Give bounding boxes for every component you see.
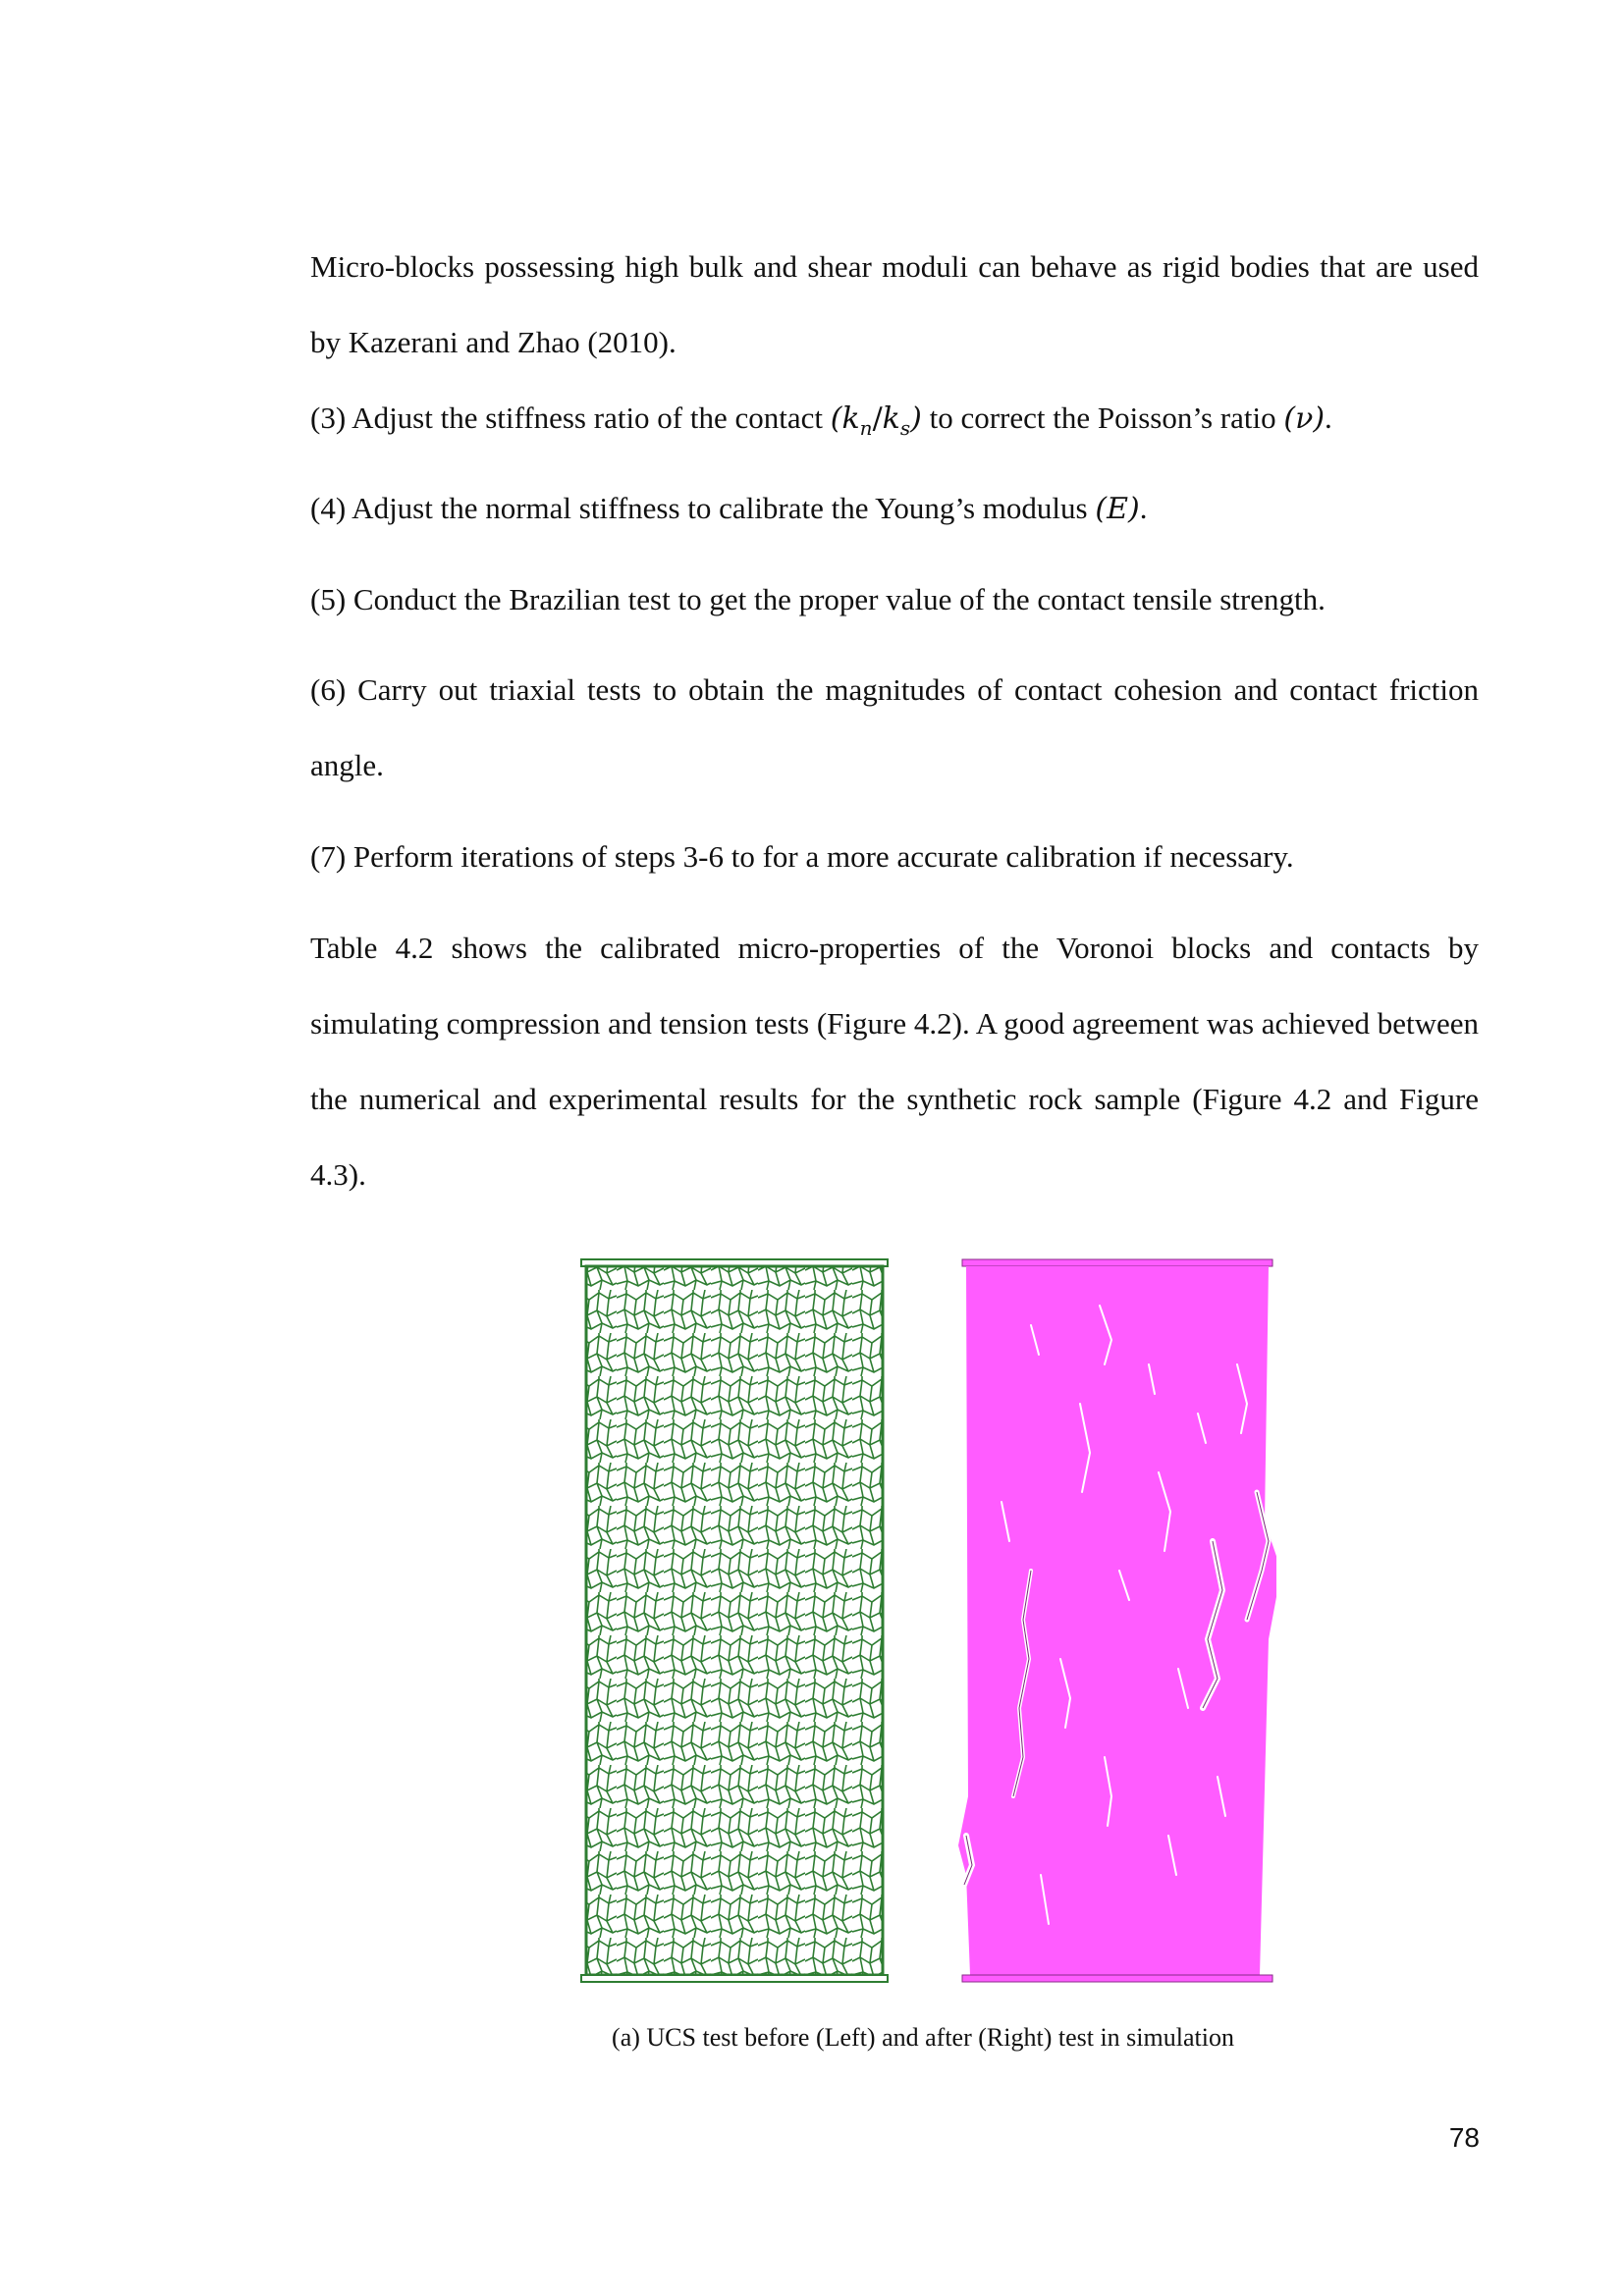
youngs-modulus-symbol: (E)	[1095, 492, 1140, 526]
figure-canvas	[569, 1247, 1276, 1993]
top-platen-after	[962, 1259, 1272, 1266]
paragraph-step-5: (5) Conduct the Brazilian test to get the proper value of the contact tensile strength.	[310, 582, 1326, 616]
step-3-text-middle: to correct the Poisson’s ratio	[921, 400, 1284, 435]
bottom-platen	[581, 1975, 888, 1982]
ucs-after-specimen	[958, 1259, 1276, 1982]
paragraph-step-4: (4) Adjust the normal stiffness to calibrate the Young’s modulus (E).	[310, 491, 1148, 526]
step-3-text: (3) Adjust the stiffness ratio of the contact	[310, 400, 831, 435]
figure-ucs-test	[569, 1247, 1276, 1993]
poisson-ratio-symbol: (ν)	[1283, 401, 1326, 436]
figure-caption: (a) UCS test before (Left) and after (Right) test in simulation	[612, 2023, 1234, 2052]
paragraph-table-4-2: Table 4.2 shows the calibrated micro-properties of the Voronoi blocks and contacts by simulating compression and tension tests (Figure 4.2). A good agreement was achieved between the numerical and experimental results for the synthetic rock sample (Figure 4.2 and Figure 4.3).	[310, 931, 1479, 1192]
deformed-specimen	[958, 1266, 1276, 1975]
voronoi-mesh	[586, 1266, 883, 1975]
bottom-platen-after	[962, 1975, 1272, 1982]
ucs-before-specimen	[581, 1259, 888, 1982]
page-number: 78	[1448, 2122, 1480, 2153]
stiffness-ratio-formula: $(k_n/k_s)$	[830, 401, 922, 440]
paragraph-step-6: (6) Carry out triaxial tests to obtain the magnitudes of contact cohesion and contact friction angle.	[310, 672, 1479, 782]
step-4-text: (4) Adjust the normal stiffness to calibrate the Young’s modulus	[310, 491, 1096, 525]
paragraph-step-3: (3) Adjust the stiffness ratio of the contact $(k_n/k_s)$ to correct the Poisson’s ratio (ν).	[310, 400, 1332, 440]
paragraph-step-7: (7) Perform iterations of steps 3-6 to for a more accurate calibration if necessary.	[310, 839, 1294, 874]
paragraph-micro-blocks: Micro-blocks possessing high bulk and shear moduli can behave as rigid bodies that are used by Kazerani and Zhao (2010).	[310, 249, 1479, 359]
